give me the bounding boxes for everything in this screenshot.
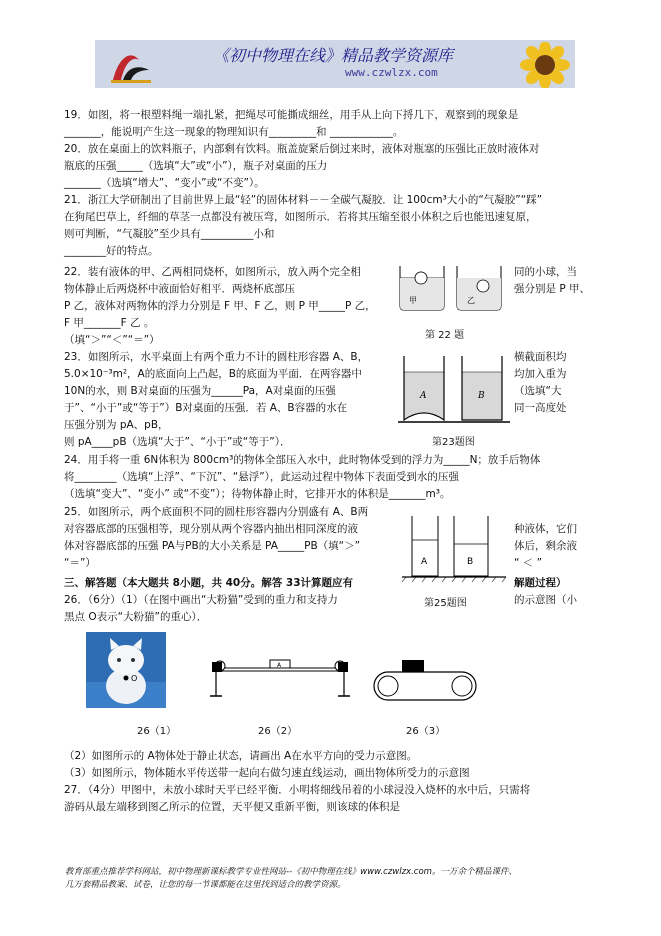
container-A — [404, 356, 444, 420]
fig25-caption: 第25题图 — [424, 598, 467, 609]
header-banner — [95, 40, 575, 88]
fig26-3-conveyor — [370, 656, 480, 702]
q25-right2: 体后，剩余液 — [514, 540, 577, 552]
q20-line3: _______（选填“增大”、“变小”或“不变”）。 — [64, 177, 265, 189]
label-liquid-A: A — [421, 557, 428, 567]
beaker-yi — [457, 266, 501, 310]
sunflower-icon — [515, 42, 575, 88]
q23-line5: 压强分别为 pA、pB， — [64, 419, 169, 431]
q24-line1: 24．用手将一重 6N体积为 800cm³的物体全部压入水中，此时物体受到的浮力为_____N；放手后物体 — [64, 454, 541, 466]
label-O: O — [131, 674, 138, 683]
center-of-gravity-dot — [124, 676, 129, 681]
q26-part3: （3）如图所示，物体随水平传送带一起向右做匀速直线运动，画出物体所受力的示意图 — [64, 767, 470, 779]
q22-line1: 22．装有液体的甲、乙两相同烧杯，如图所示，放入两个完全相 — [64, 266, 361, 278]
q22-line5: （填“＞”“＜”“＝”） — [64, 334, 160, 346]
q23-right3: （选填“大 — [514, 385, 562, 397]
footer-line2: 几万套精品教案、试卷，让您的每一节课都能在这里找到适合的教学资源。 — [65, 880, 346, 890]
q24-line3: （选填“变大”、“变小” 或“不变”）；待物体静止时，它排开水的体积是_______m³。 — [64, 488, 451, 500]
q22-right1: 同的小球，当 — [514, 266, 577, 278]
q19-line2: _______，能说明产生这一现象的物理知识有_________和 ____________。 — [64, 126, 404, 138]
fig22-beakers — [395, 262, 510, 312]
q27-line2: 游码从最左端移到图乙所示的位置，天平便又重新平衡，则该球的体积是 — [64, 801, 400, 813]
q25-line3: 体对容器底部的压强 PA与PB的大小关系是 PA_____PB（填“＞” — [64, 540, 361, 552]
fig26-1-cat-photo — [86, 632, 166, 708]
banner-url: www.czwlzx.com — [345, 66, 438, 79]
q20-line2: 瓶底的压强_____（选填“大”或“小”），瓶子对桌面的压力 — [64, 160, 328, 172]
label-container-B: B — [478, 391, 485, 401]
cylinder-A — [412, 516, 438, 576]
q23-line1: 23．如图所示，水平桌面上有两个重力不计的圆柱形容器 A、B， — [64, 351, 369, 363]
q20-line1: 20．放在桌面上的饮料瓶子，内部剩有饮料。瓶盖旋紧后倒过来时，液体对瓶塞的压强比正放时液体对 — [64, 143, 540, 155]
q23-line3: 10N的水，则 B对桌面的压强为______Pa，A对桌面的压强 — [64, 385, 336, 397]
q23-line2: 5.0×10⁻³m²，A的底面向上凸起，B的底面为平面．在两容器中 — [64, 368, 362, 380]
q25-right1: 种液体，它们 — [514, 523, 577, 535]
q27-line1: 27．（4分）甲图中，未放小球时天平已经平衡．小明将细线吊着的小球浸没入烧杯的水中后，只需将 — [64, 784, 531, 796]
section-three-right: 解题过程） — [514, 577, 567, 589]
label-yi: 乙 — [467, 296, 475, 305]
fig23-containers — [398, 350, 510, 428]
q19-line1: 19．如图，将一根塑料绳一端扎紧，把绳尽可能撕成细丝，用手从上向下捋几下，观察到的现象是 — [64, 109, 519, 121]
q25-line2: 对容器底部的压强相等，现分别从两个容器内抽出相同深度的液 — [64, 523, 358, 535]
q22-line3: P 乙，液体对两物体的浮力分别是 F 甲、F 乙，则 P 甲_____P 乙， — [64, 300, 376, 312]
fig23-caption: 第23题图 — [432, 437, 475, 448]
q22-line2: 物体静止后两烧杯中液面恰好相平．两烧杯底部压 — [64, 283, 295, 295]
section-three-heading: 三、解答题（本大题共 8小题，共 40分。解答 33计算题应有 — [64, 577, 353, 589]
footer-line1: 教育部重点推荐学科网站，初中物理新课标教学专业性网站--《初中物理在线》www.czwlzx.com。一万余个精品课件、 — [65, 867, 517, 877]
q22-right2: 强分别是 P 甲、 — [514, 283, 591, 295]
q25-line4: “＝”） — [64, 557, 96, 569]
q26-part2: （2）如图所示的 A物体处于静止状态，请画出 A在水平方向的受力示意图。 — [64, 750, 418, 762]
q23-line6: 则 pA____pB（选填“大于”、“小于”或“等于”）． — [64, 436, 291, 448]
fig26-3-caption: 26（3） — [406, 726, 446, 737]
container-B — [462, 356, 502, 420]
fig22-caption: 第 22 题 — [425, 330, 465, 341]
fig26-1-caption: 26（1） — [137, 726, 177, 737]
q25-line1: 25．如图所示，两个底面积不同的圆柱形容器内分别盛有 A、B两 — [64, 506, 369, 518]
q23-right4: 同一高度处 — [514, 402, 567, 414]
q26-line1: 26．（6分）（1）（在图中画出“大粉猫”受到的重力和支持力 — [64, 594, 338, 606]
q21-line4: ________好的特点。 — [64, 245, 159, 257]
label-container-A: A — [420, 391, 427, 401]
q26-line2: 黑点 O表示“大粉猫”的重心）． — [64, 611, 208, 623]
object-on-belt — [402, 660, 424, 672]
q21-line2: 在狗尾巴草上，纤细的草茎一点都没有被压弯，如图所示．若将其压缩至很小体积之后也能迅速复原， — [64, 211, 537, 223]
fig26-2-apparatus — [208, 652, 353, 702]
label-liquid-B: B — [467, 557, 474, 567]
q21-line3: 则可判断，“气凝胶”至少具有__________小和 — [64, 228, 275, 240]
label-jia: 甲 — [409, 296, 417, 305]
beaker-jia — [400, 266, 444, 310]
q21-line1: 21．浙江大学研制出了目前世界上最“轻”的固体材料－－全碳气凝胶．让 100cm³大小的“气凝胶”“踩” — [64, 194, 543, 206]
fig25-cylinders — [398, 510, 510, 588]
q23-right2: 均加入重为 — [514, 368, 567, 380]
banner-title: 《初中物理在线》精品教学资源库 — [213, 46, 454, 65]
q22-line4: F 甲_______F 乙 。 — [64, 317, 155, 329]
q24-line2: 将________（选填“上浮”、“下沉”、“悬浮”），此运动过程中物体下表面受到水的压强 — [64, 471, 459, 483]
logo-icon — [109, 46, 153, 84]
q23-right1: 横截面积均 — [514, 351, 567, 363]
cylinder-B — [454, 516, 488, 576]
q25-right3: “ ＜ ” — [514, 557, 543, 569]
q23-line4: 于”、“小于”或“等于”）B对桌面的压强．若 A、B容器的水在 — [64, 402, 348, 414]
fig26-2-caption: 26（2） — [258, 726, 298, 737]
q26-right1: 的示意图（小 — [514, 594, 577, 606]
svg-text:A: A — [277, 662, 282, 669]
